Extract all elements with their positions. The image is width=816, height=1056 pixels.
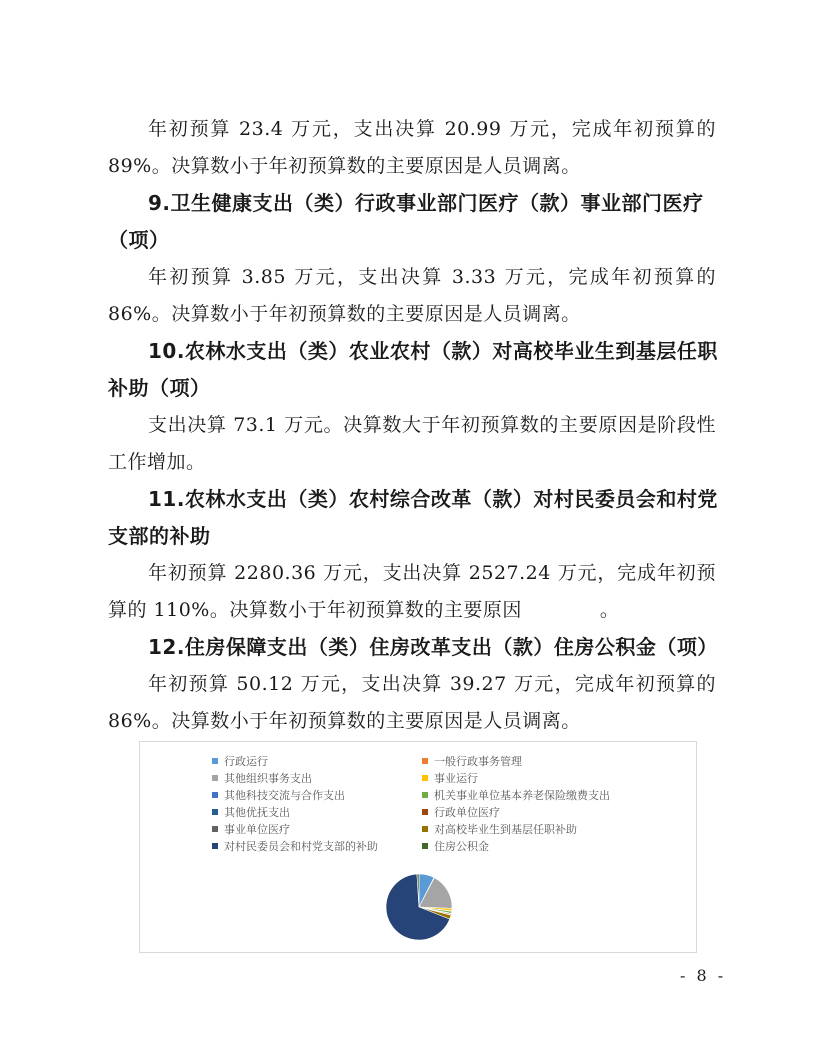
legend-swatch [212,843,218,849]
legend-entry [422,754,632,768]
legend-swatch [422,792,428,798]
legend-swatch [212,792,218,798]
legend-label: 其他优抚支出 [224,806,290,819]
legend-entry [422,839,632,853]
legend-label: 行政运行 [224,755,268,768]
legend-entry [422,788,632,802]
legend-entry [212,805,422,819]
heading-item-9: 9.卫生健康支出（类）行政事业部门医疗（款）事业部门医疗（项） [108,191,704,252]
legend-swatch [212,809,218,815]
legend-label: 行政单位医疗 [434,806,500,819]
legend-label: 其他组织事务支出 [224,772,312,785]
legend-label: 住房公积金 [434,840,489,853]
legend-swatch [422,809,428,815]
legend-swatch [212,826,218,832]
legend-label: 机关事业单位基本养老保险缴费支出 [434,789,610,802]
paragraph-item-10: 支出决算 73.1 万元。决算数大于年初预算数的主要原因是阶段性工作增加。 [108,414,716,473]
paragraph-health-admin-medical: 年初预算 23.4 万元，支出决算 20.99 万元，完成年初预算的89%。决算数小于年初预算数的主要原因是人员调离。 [108,118,716,177]
heading-item-10: 10.农林水支出（类）农业农村（款）对高校毕业生到基层任职补助（项） [108,339,718,400]
legend-swatch [422,758,428,764]
legend-swatch [422,826,428,832]
legend-swatch [422,775,428,781]
legend-swatch [212,775,218,781]
paragraph-item-9: 年初预算 3.85 万元，支出决算 3.33 万元，完成年初预算的86%。决算数小于年初预算数的主要原因是人员调离。 [108,266,716,325]
legend-label: 其他科技交流与合作支出 [224,789,345,802]
pie-chart-svg [384,872,454,942]
heading-item-12: 12.住房保障支出（类）住房改革支出（款）住房公积金（项） [148,635,718,659]
chart-legend [212,754,632,853]
paragraph-item-12: 年初预算 50.12 万元，支出决算 39.27 万元，完成年初预算的86%。决算数小于年初预算数的主要原因是人员调离。 [108,673,716,732]
page-number: - 8 - [680,966,727,985]
heading-item-11: 11.农林水支出（类）农村综合改革（款）对村民委员会和村党支部的补助 [108,487,718,548]
paragraph-item-11: 年初预算 2280.36 万元，支出决算 2527.24 万元，完成年初预算的 110%。决算数小于年初预算数的主要原因 。 [108,562,716,621]
legend-label: 事业运行 [434,772,478,785]
legend-entry [422,805,632,819]
legend-label: 事业单位医疗 [224,823,290,836]
legend-entry [212,822,422,836]
legend-label: 对村民委员会和村党支部的补助 [224,840,378,853]
legend-label: 对高校毕业生到基层任职补助 [434,823,577,836]
expenditure-pie-chart [139,741,697,953]
legend-label: 一般行政事务管理 [434,755,522,768]
legend-swatch [212,758,218,764]
legend-swatch [422,843,428,849]
legend-entry [212,788,422,802]
legend-entry [212,754,422,768]
legend-entry [212,839,422,853]
legend-entry [422,822,632,836]
legend-entry [422,771,632,785]
legend-entry [212,771,422,785]
